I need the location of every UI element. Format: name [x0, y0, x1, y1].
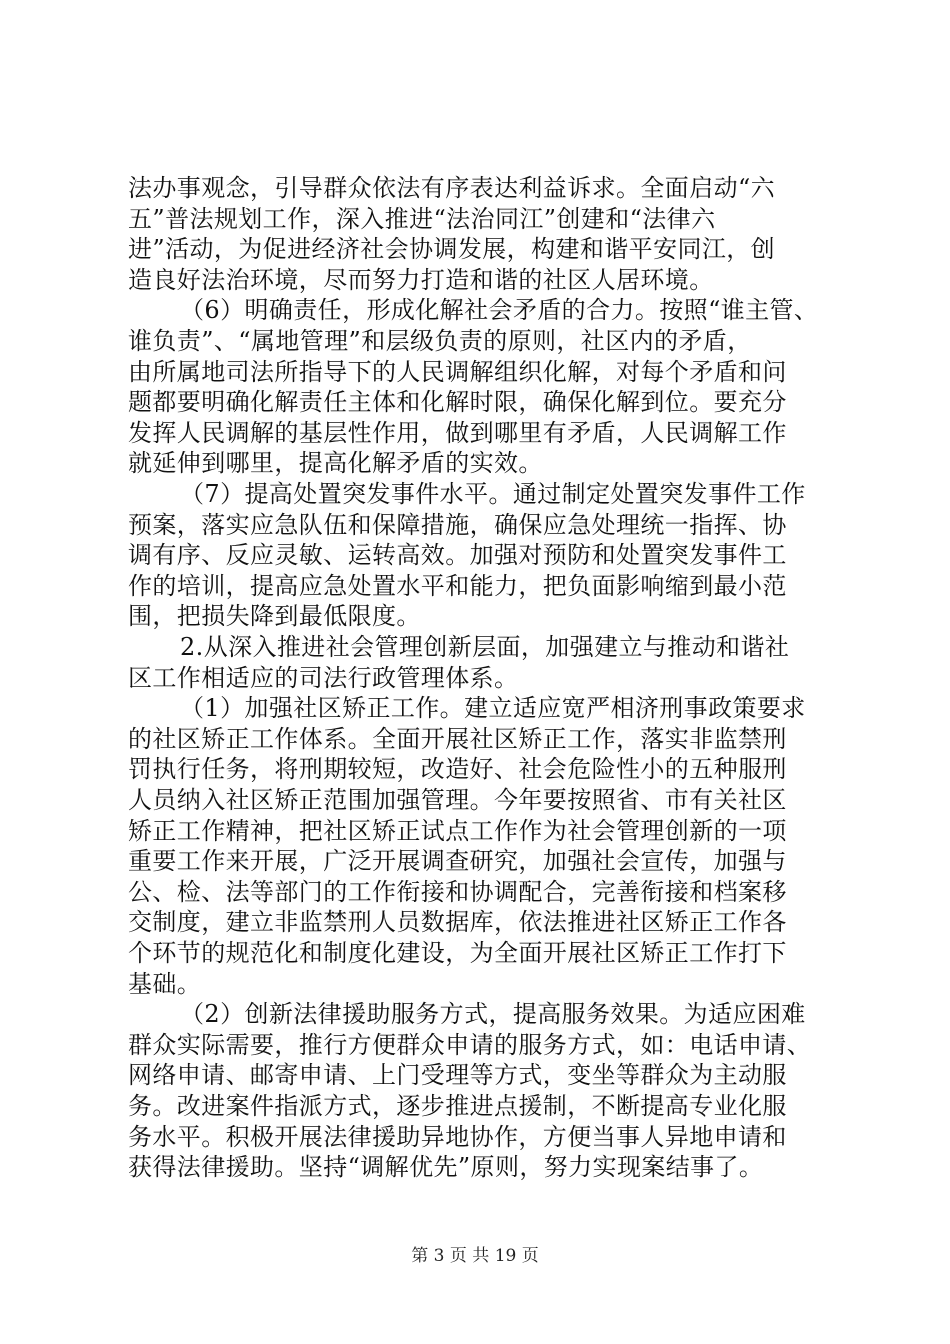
text-line: 获得法律援助。坚持“调解优先”原则，努力实现案结事了。: [128, 1153, 764, 1181]
text-line: 基础。: [128, 970, 202, 998]
text-line: 务。改进案件指派方式，逐步推进点援制，不断提高专业化服: [128, 1092, 787, 1120]
page-number-footer: 第 3 页 共 19 页: [411, 1246, 539, 1266]
text-line: 的社区矫正工作体系。全面开展社区矫正工作，落实非监禁刑: [128, 725, 787, 753]
text-line: 网络申请、邮寄申请、上门受理等方式，变坐等群众为主动服: [128, 1061, 787, 1089]
text-line: 五”普法规划工作，深入推进“法治同江”创建和“法律六: [128, 205, 716, 233]
text-line: 谁负责”、“属地管理”和层级负责的原则，社区内的矛盾，: [128, 327, 752, 355]
text-line: 交制度，建立非监禁刑人员数据库，依法推进社区矫正工作各: [128, 908, 787, 936]
paragraph-first-line: （7）提高处置突发事件水平。通过制定处置突发事件工作: [180, 480, 806, 508]
text-line: 调有序、反应灵敏、运转高效。加强对预防和处置突发事件工: [128, 541, 787, 569]
text-line: 作的培训，提高应急处置水平和能力，把负面影响缩到最小范: [128, 572, 787, 600]
paragraph-first-line: （2）创新法律援助服务方式，提高服务效果。为适应困难: [180, 1000, 806, 1028]
text-line: 人员纳入社区矫正范围加强管理。今年要按照省、市有关社区: [128, 786, 787, 814]
text-line: 重要工作来开展，广泛开展调查研究，加强社会宣传，加强与: [128, 847, 787, 875]
text-line: 群众实际需要，推行方便群众申请的服务方式，如：电话申请、: [128, 1031, 812, 1059]
text-line: 由所属地司法所指导下的人民调解组织化解，对每个矛盾和问: [128, 358, 787, 386]
text-line: 罚执行任务，将刑期较短，改造好、社会危险性小的五种服刑: [128, 755, 787, 783]
text-line: 造良好法治环境，尽而努力打造和谐的社区人居环境。: [128, 266, 714, 294]
text-line: 进”活动，为促进经济社会协调发展，构建和谐平安同江，创: [128, 235, 776, 263]
text-line: 预案，落实应急队伍和保障措施，确保应急处理统一指挥、协: [128, 511, 787, 539]
text-line: 发挥人民调解的基层性作用，做到哪里有矛盾，人民调解工作: [128, 419, 787, 447]
text-line: 法办事观念，引导群众依法有序表达利益诉求。全面启动“六: [128, 174, 776, 202]
paragraph-first-line: （6）明确责任，形成化解社会矛盾的合力。按照“谁主管、: [180, 296, 819, 324]
text-line: 就延伸到哪里，提高化解矛盾的实效。: [128, 449, 543, 477]
text-line: 公、检、法等部门的工作衔接和协调配合，完善衔接和档案移: [128, 878, 787, 906]
text-line: 区工作相适应的司法行政管理体系。: [128, 664, 519, 692]
text-line: 矫正工作精神，把社区矫正试点工作作为社会管理创新的一项: [128, 817, 787, 845]
text-line: 个环节的规范化和制度化建设，为全面开展社区矫正工作打下: [128, 939, 787, 967]
text-line: 题都要明确化解责任主体和化解时限，确保化解到位。要充分: [128, 388, 787, 416]
paragraph-first-line: 2.从深入推进社会管理创新层面，加强建立与推动和谐社: [180, 633, 790, 661]
text-line: 务水平。积极开展法律援助异地协作，方便当事人异地申请和: [128, 1123, 787, 1151]
paragraph-first-line: （1）加强社区矫正工作。建立适应宽严相济刑事政策要求: [180, 694, 806, 722]
text-line: 围，把损失降到最低限度。: [128, 602, 421, 630]
